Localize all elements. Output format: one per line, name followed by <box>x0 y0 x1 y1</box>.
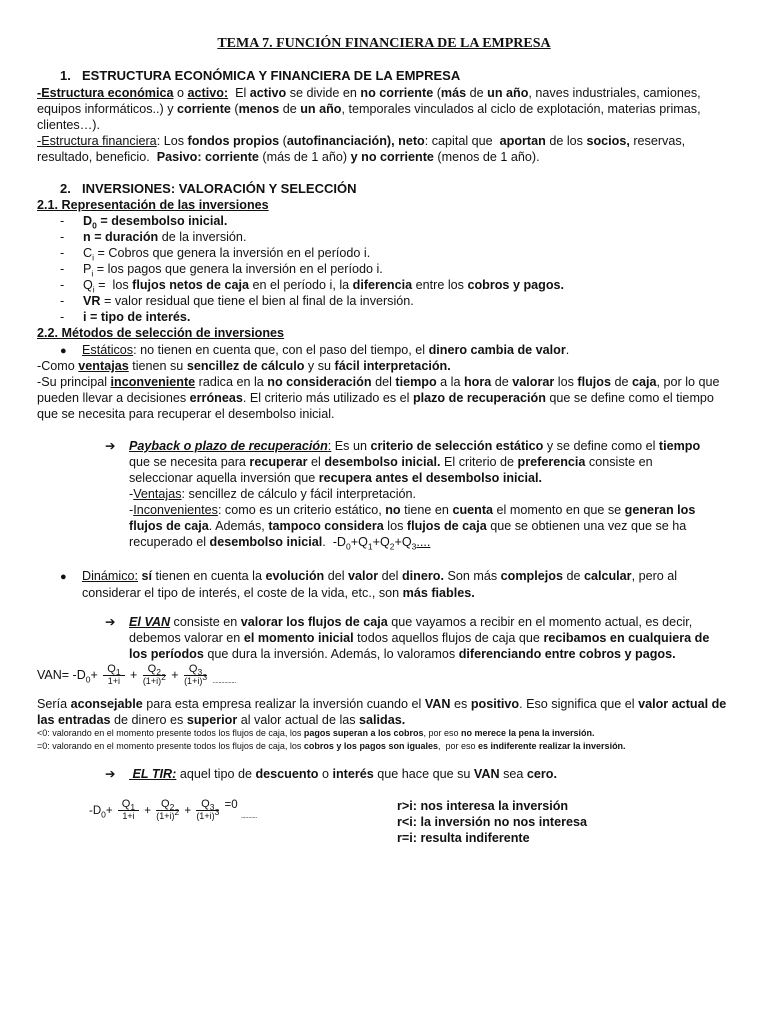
list-item: - $Q_i$ = los flujos netos de caja en el período i, la diferencia entre los cobros y pagos. <box>60 278 565 295</box>
arrow-item-payback: ➔ Payback o plazo de recuperación: Es un criterio de selección estático y se define como el tiempo que se necesita para recuperar el desembolso inicial. El criterio de preferencia consiste en seleccionar aquella inversión que recupera antes el desembolso inicial. -Ventajas: sencillez de cálculo y fácil interpretación. -Inconvenientes: como es un criterio estático, no tiene en cuenta el momento en que se generan los flujos de caja. Además, tampoco considera los flujos de caja que se obtienen una vez que se ha recuperado el desembolso inicial. $-D_0+Q_1+Q_2+Q_3$.... <box>105 439 701 552</box>
list-item: - $D_0$ = desembolso inicial. <box>60 214 228 231</box>
paragraph-ventajas: -Como ventajas tienen su sencillez de cálculo y su fácil interpretación. <box>37 359 451 373</box>
bullet-dinamico: ● Dinámico: sí tienen en cuenta la evolución del valor del dinero. Son más complejos de calcular, pero al considerar el tipo de interés, el coste de la vida, etc., son más fiables. <box>60 569 678 600</box>
page-title: TEMA 7. FUNCIÓN FINANCIERA DE LA EMPRESA <box>217 36 551 51</box>
tir-formula: $-D_0+$ $\frac{Q_1}{1+i}$ + $\frac{Q_2}{(1+i)^2}$ + $\frac{Q_3}{(1+i)^3}$ =0 $_{...........}$ <box>89 798 257 822</box>
tir-result-greater: r>i: nos interesa la inversión <box>397 799 569 813</box>
subsection-2-2-heading: 2.2. Métodos de selección de inversiones <box>37 326 285 340</box>
arrow-item-tir: ➔ EL TIR: aquel tipo de descuento o interés que hace que su VAN sea cero. <box>105 767 557 781</box>
paragraph-estructura-financiera: -Estructura financiera: Los fondos propios (autofinanciación), neto: capital que aportan de los socios, reservas, resultado, beneficio. Pasivo: corriente (más de 1 año) y no corriente (menos de 1 año). <box>37 134 686 164</box>
paragraph-estructura-economica: -Estructura económica o activo: El activo se divide en no corriente (más de un año, naves industriales, camiones, equipos informáticos..) y corriente (menos de un año, temporales vinculados al ciclo de explotación, materias primas, clientes…). <box>37 86 701 132</box>
tir-result-equal: r=i: resulta indiferente <box>397 831 530 845</box>
list-item: - $P_i$ = los pagos que genera la inversión en el período i. <box>60 262 383 279</box>
arrow-item-van: ➔ El VAN consiste en valorar los flujos de caja que vayamos a recibir en el momento actual, es decir, debemos valorar en el momento inicial todos aquellos flujos de caja que recibamos en cualquiera de los períodos que dura la inversión. Además, lo valoramos diferenciando entre cobros y pagos. <box>105 615 710 661</box>
list-item: - i = tipo de interés. <box>60 310 191 324</box>
list-item: - VR = valor residual que tiene el bien al final de la inversión. <box>60 294 414 308</box>
note-van-zero: =0: valorando en el momento presente todos los flujos de caja, los cobros y los pagos son iguales, por eso es indiferente realizar la inversión. <box>37 741 626 751</box>
tir-result-less: r<i: la inversión no nos interesa <box>397 815 588 829</box>
van-formula: $VAN= -D_0+$ $\frac{Q_1}{1+i}$ + $\frac{Q_2}{(1+i)^2}$ + $\frac{Q_3}{(1+i)^3}$ $_{................}$ <box>37 663 236 686</box>
note-van-negative: <0: valorando en el momento presente todos los flujos de caja, los pagos superan a los cobros, por eso no merece la pena la inversión. <box>37 728 595 738</box>
list-item: - n = duración de la inversión. <box>60 230 247 244</box>
list-item: - $C_i$ = Cobros que genera la inversión en el período i. <box>60 246 371 263</box>
subsection-2-1-heading: 2.1. Representación de las inversiones <box>37 198 269 212</box>
paragraph-inconveniente: -Su principal inconveniente radica en la no consideración del tiempo a la hora de valorar los flujos de caja, por lo que pueden llevar a decisiones erróneas. El criterio más utilizado es el plazo de recuperación que se define como el tiempo que se necesita para recuperar el desembolso inicial. <box>37 375 720 421</box>
bullet-estaticos: ● Estáticos: no tienen en cuenta que, con el paso del tiempo, el dinero cambia de valor. <box>60 343 570 357</box>
section-1-heading: 1. ESTRUCTURA ECONÓMICA Y FINANCIERA DE LA EMPRESA <box>60 68 461 83</box>
paragraph-van-aconsejable: Sería aconsejable para esta empresa realizar la inversión cuando el VAN es positivo. Eso significa que el valor actual de las entradas de dinero es superior al valor actual de las salidas. <box>37 697 727 727</box>
section-2-heading: 2. INVERSIONES: VALORACIÓN Y SELECCIÓN <box>60 181 357 196</box>
